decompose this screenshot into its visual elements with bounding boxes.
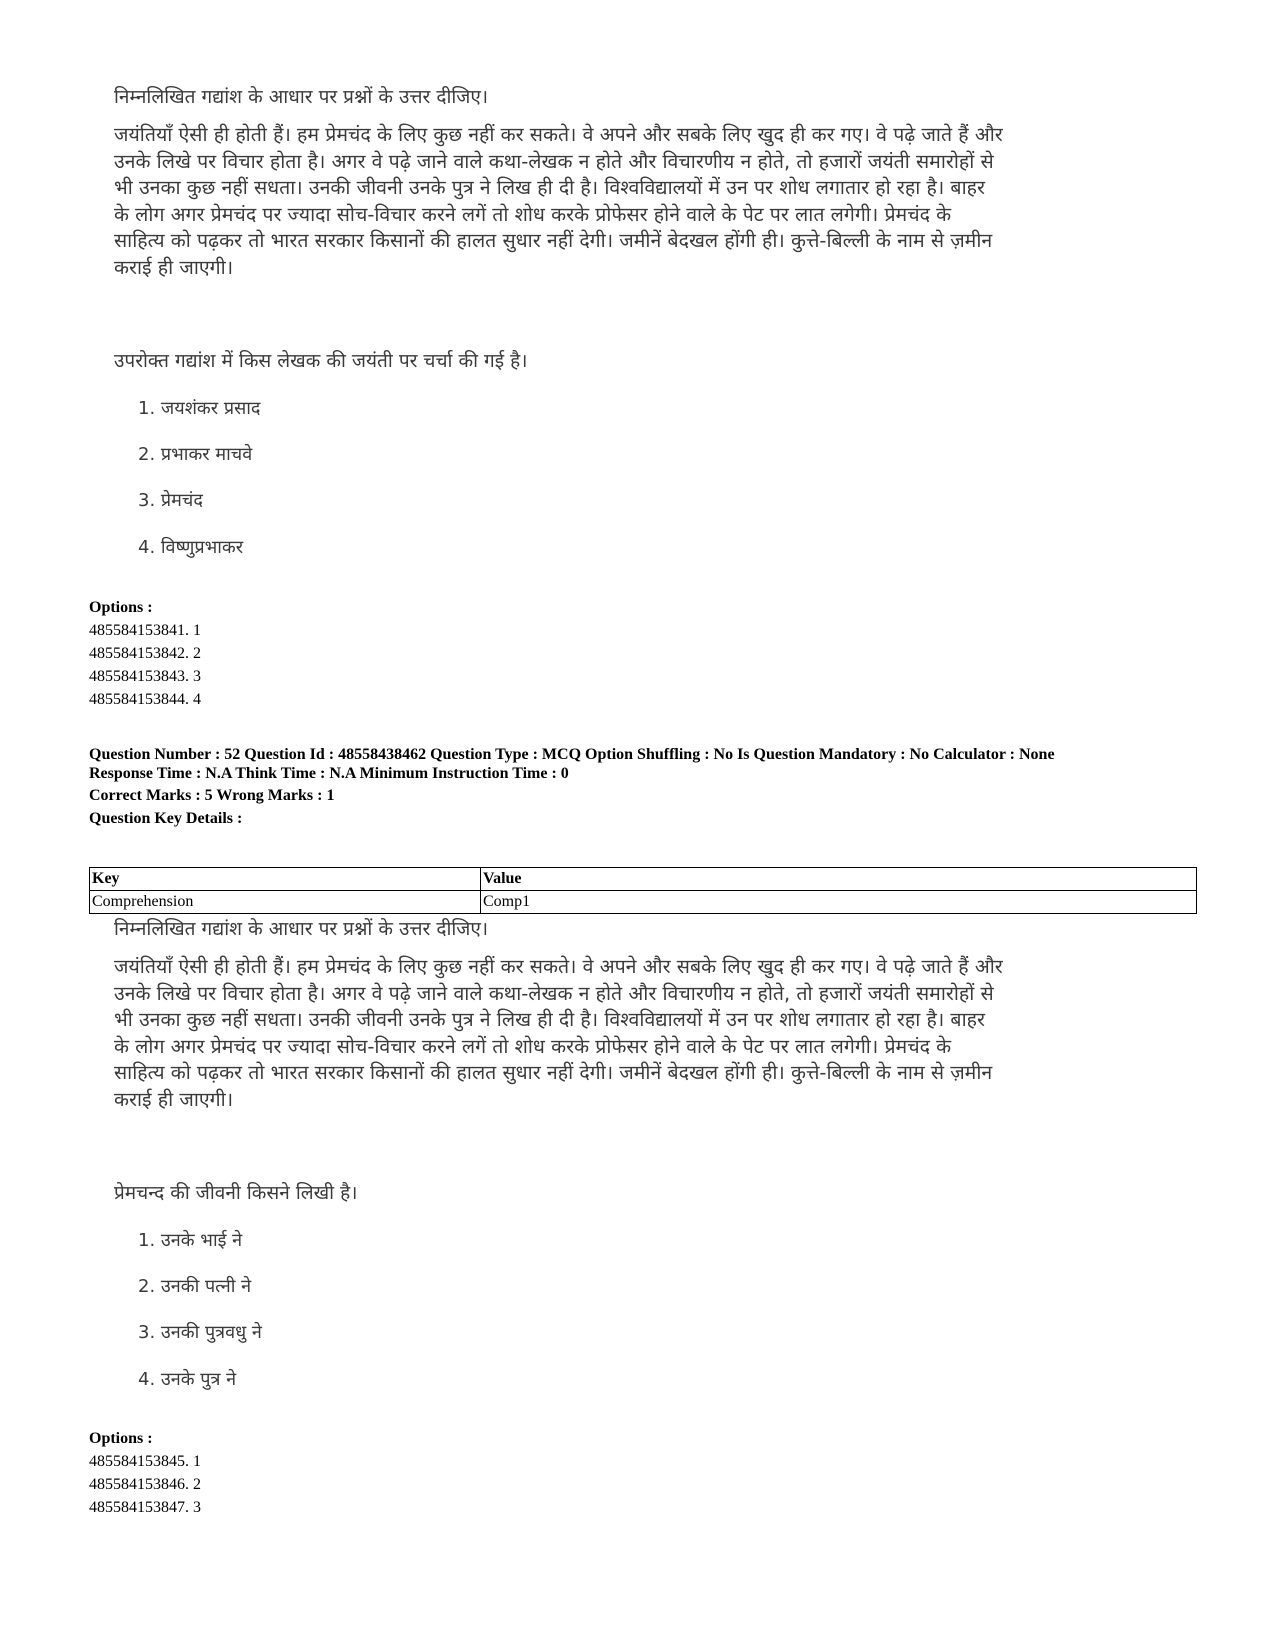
instruction-text: निम्नलिखित गद्यांश के आधार पर प्रश्नों के उत्तर दीजिए। [114,86,489,108]
option-id-2: 485584153842. 2 [89,645,201,662]
table-header-key: Key [90,868,481,891]
option-3: 3. प्रेमचंद [138,490,203,511]
comprehension-image-2 [114,912,1014,1412]
option-4: 4. विष्णुप्रभाकर [138,537,244,558]
passage-text: जयंतियाँ ऐसी ही होती हैं। हम प्रेमचंद के लिए कुछ नहीं कर सकते। वे अपने और सबके लिए खुद ही कर गए। वे पढ़े जाते हैं और उनके लिखे पर विचार होता है। अगर वे पढ़े जाने वाले कथा-लेखक न होते और विचारणीय न होते, तो हजारों जयंती समारोहों से भी उनका कुछ नहीं सधता। उनकी जीवनी उनके पुत्र ने लिख ही दी है। विश्वविद्यालयों में उन पर शोध लगातार हो रहा है। बाहर के लोग अगर प्रेमचंद पर ज्यादा सोच-विचार करने लगें तो शोध करके प्रोफेसर होने वाले के पेट पर लात लगेगी। प्रेमचंद के साहित्य को पढ़कर तो भारत सरकार किसानों की हालत सुधार नहीं देगी। जमीनें बेदखल होंगी ही। कुत्ते-बिल्ली के नाम से ज़मीन कराई ही जाएगी। [114,955,1003,1111]
option-1: 1. उनके भाई ने [138,1230,243,1251]
question-text: प्रेमचन्द की जीवनी किसने लिखी है। [114,1182,358,1204]
option-2: 2. प्रभाकर माचवे [138,444,253,465]
marks-line: Correct Marks : 5 Wrong Marks : 1 [89,787,335,804]
key-details-table [89,867,1197,914]
table-cell-key: Comprehension [90,891,481,914]
instruction-text: निम्नलिखित गद्यांश के आधार पर प्रश्नों के उत्तर दीजिए। [114,918,489,940]
question-meta-line1: Question Number : 52 Question Id : 48558438462 Question Type : MCQ Option Shuffling : No Is Question Mandatory : No Calculator : None [89,746,1055,763]
options-label: Options : [89,599,153,616]
table-header-row [90,868,1197,891]
table-cell-value: Comp1 [481,891,1197,914]
option-id-3: 485584153843. 3 [89,668,201,685]
option-4: 4. उनके पुत्र ने [138,1369,237,1390]
option-1: 1. जयशंकर प्रसाद [138,398,261,419]
option-id-5: 485584153845. 1 [89,1453,201,1470]
question-meta-line2: Response Time : N.A Think Time : N.A Minimum Instruction Time : 0 [89,765,569,782]
option-id-4: 485584153844. 4 [89,691,201,708]
passage-text: जयंतियाँ ऐसी ही होती हैं। हम प्रेमचंद के लिए कुछ नहीं कर सकते। वे अपने और सबके लिए खुद ही कर गए। वे पढ़े जाते हैं और उनके लिखे पर विचार होता है। अगर वे पढ़े जाने वाले कथा-लेखक न होते और विचारणीय न होते, तो हजारों जयंती समारोहों से भी उनका कुछ नहीं सधता। उनकी जीवनी उनके पुत्र ने लिख ही दी है। विश्वविद्यालयों में उन पर शोध लगातार हो रहा है। बाहर के लोग अगर प्रेमचंद पर ज्यादा सोच-विचार करने लगें तो शोध करके प्रोफेसर होने वाले के पेट पर लात लगेगी। प्रेमचंद के साहित्य को पढ़कर तो भारत सरकार किसानों की हालत सुधार नहीं देगी। जमीनें बेदखल होंगी ही। कुत्ते-बिल्ली के नाम से ज़मीन कराई ही जाएगी। [114,123,1003,279]
option-id-7: 485584153847. 3 [89,1499,201,1516]
key-details-label: Question Key Details : [89,810,243,827]
option-id-1: 485584153841. 1 [89,622,201,639]
option-3: 3. उनकी पुत्रवधु ने [138,1322,262,1343]
option-id-6: 485584153846. 2 [89,1476,201,1493]
options-label: Options : [89,1430,153,1447]
comprehension-image-1 [114,80,1014,580]
table-row [90,891,1197,914]
table-header-value: Value [481,868,1197,891]
option-2: 2. उनकी पत्नी ने [138,1276,252,1297]
question-text: उपरोक्त गद्यांश में किस लेखक की जयंती पर चर्चा की गई है। [114,350,528,372]
